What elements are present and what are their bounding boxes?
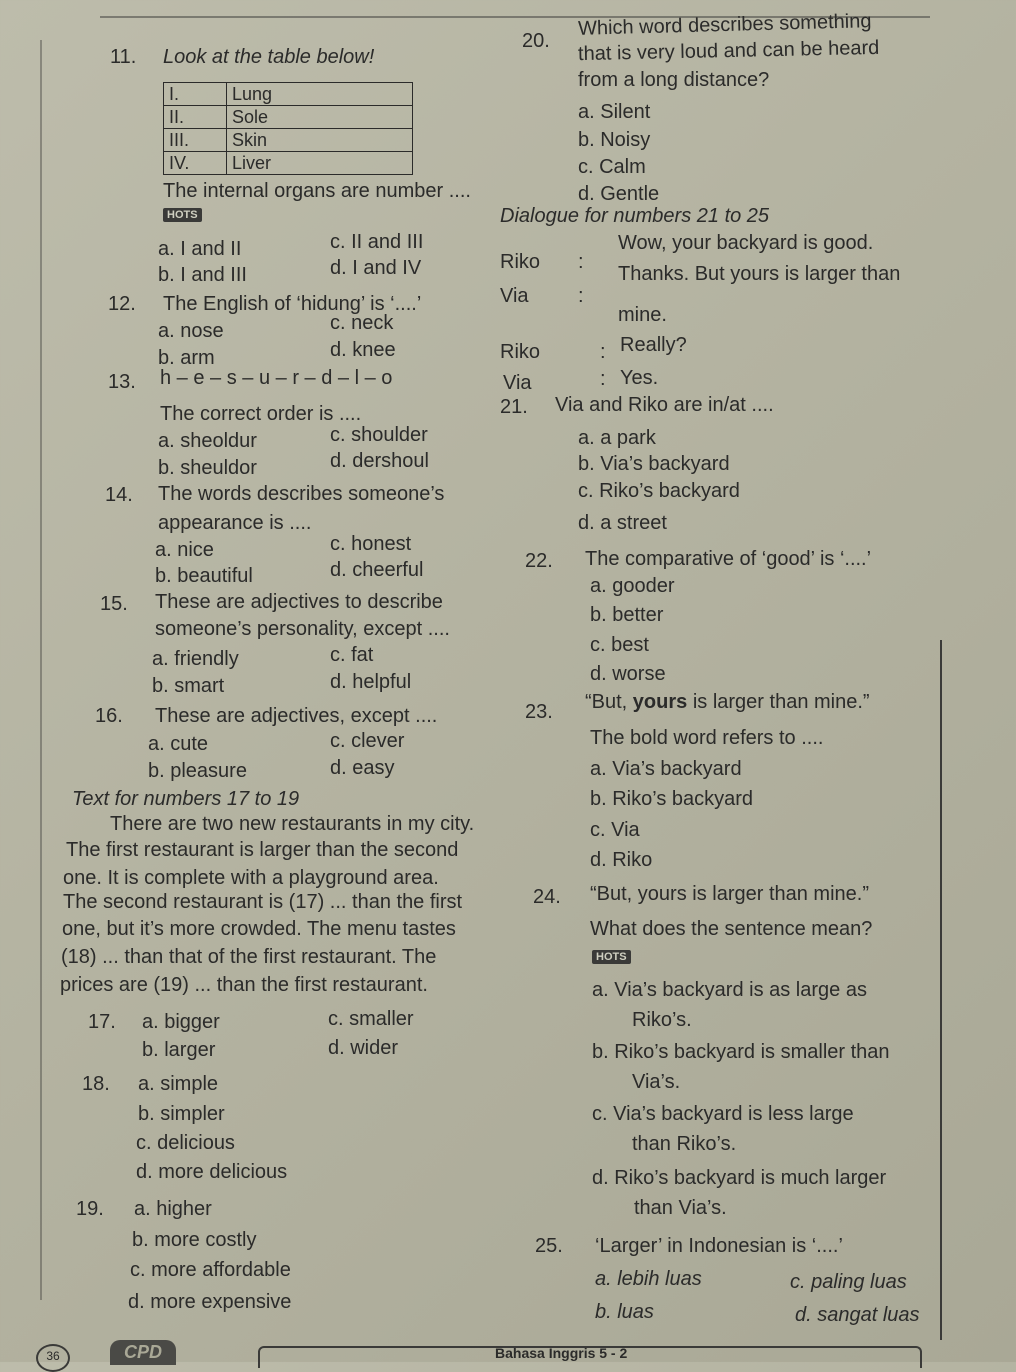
page-frame-left [40,40,42,1300]
quote-bold-word: yours [632,691,688,713]
option: b. I and III [158,264,247,286]
q12-stem: The English of ‘hidung’ is ‘....’ [163,293,422,315]
option: a. gooder [590,575,675,597]
option: c. Riko’s backyard [578,480,740,502]
table-row [164,152,413,175]
option: d. wider [328,1037,399,1059]
page-frame-right [940,640,942,1340]
q11-number: 11. [110,46,137,68]
hots-badge: HOTS [592,950,631,964]
table-cell: IV. [164,152,227,175]
table-cell: Skin [227,129,413,152]
option: b. luas [595,1301,654,1323]
q16-stem: These are adjectives, except .... [155,705,438,727]
text-line: The first restaurant is larger than the second [66,839,459,861]
option: c. Via [590,819,640,841]
option: c. smaller [328,1008,414,1030]
colon: : [600,368,606,390]
option: a. Via’s backyard is as large as [592,979,867,1001]
option: a. bigger [142,1011,220,1033]
option: a. Silent [578,101,651,123]
text-heading: Text for numbers 17 to 19 [72,788,300,810]
table-cell: II. [164,106,227,129]
option: b. Riko’s backyard is smaller than [592,1041,890,1063]
book-title: Bahasa Inggris 5 - 2 [495,1345,628,1361]
option: b. sheuldor [158,457,257,479]
option: b. arm [158,347,215,369]
q15-number: 15. [100,593,128,615]
option: a. lebih luas [595,1268,702,1290]
option: a. I and II [158,238,242,260]
q24-quote: “But, yours is larger than mine.” [590,883,869,905]
table-cell: III. [164,129,227,152]
colon: : [578,251,584,273]
q20-stem: Which word describes something [577,10,872,40]
text-line: (18) ... than that of the first restaurant. The [61,946,437,968]
dialogue-line: Yes. [620,367,659,389]
option: d. I and IV [330,257,422,279]
speaker: Riko [500,341,541,363]
option: d. Riko’s backyard is much larger [592,1167,887,1189]
option: d. easy [330,757,395,779]
q18-number: 18. [82,1073,110,1095]
option: a. higher [134,1198,212,1220]
option: b. simpler [138,1103,225,1125]
option: d. worse [590,663,666,685]
option-cont: than Riko’s. [632,1133,737,1155]
dialogue-line: Wow, your backyard is good. [618,232,874,254]
option: a. sheoldur [158,430,257,452]
q17-number: 17. [88,1011,116,1033]
page-number: 36 [36,1344,70,1372]
text-line: prices are (19) ... than the first restaurant. [60,974,428,996]
q14-stem: appearance is .... [158,512,312,534]
option: d. Riko [590,849,653,871]
option: b. larger [142,1039,216,1061]
option-cont: Riko’s. [632,1009,692,1031]
q24-number: 24. [533,886,561,908]
option: c. shoulder [330,424,428,446]
option: c. Via’s backyard is less large [592,1103,854,1125]
dialogue-line: Really? [620,334,687,356]
option: c. II and III [330,231,424,253]
option-cont: Via’s. [632,1071,681,1093]
q25-stem: ‘Larger’ in Indonesian is ‘....’ [595,1235,843,1257]
dialogue-line: Thanks. But yours is larger than [618,263,901,285]
q15-stem: someone’s personality, except .... [155,618,450,640]
option: a. a park [578,427,656,449]
q13-letters: h – e – s – u – r – d – l – o [160,367,393,389]
q20-number: 20. [522,30,550,52]
q21-stem: Via and Riko are in/at .... [555,394,774,416]
speaker: Via [500,285,529,307]
table-row [164,83,413,106]
option: b. more costly [132,1229,257,1251]
option: b. beautiful [155,565,253,587]
hots-badge: HOTS [163,208,202,222]
q25-number: 25. [535,1235,563,1257]
table-cell: Liver [227,152,413,175]
dialogue-heading: Dialogue for numbers 21 to 25 [500,205,770,227]
option: d. more delicious [136,1161,288,1183]
option: a. Via’s backyard [590,758,742,780]
q14-stem: The words describes someone’s [158,483,445,505]
table-cell: Sole [227,106,413,129]
q19-number: 19. [76,1198,104,1220]
option: c. fat [330,644,374,666]
q11-stem: The internal organs are number .... [163,180,471,202]
dialogue-line: mine. [618,304,667,326]
q22-stem: The comparative of ‘good’ is ‘....’ [585,548,872,570]
quote-text: is larger than mine.” [687,691,870,713]
option-cont: than Via’s. [634,1197,727,1219]
colon: : [578,285,584,307]
option: c. Calm [578,156,646,178]
q23-number: 23. [525,701,553,723]
table-row [164,106,413,129]
option: d. sangat luas [795,1304,920,1326]
speaker: Riko [500,251,541,273]
option: d. a street [578,512,667,534]
q16-number: 16. [95,705,123,727]
q22-number: 22. [525,550,553,572]
option: a. nice [155,539,214,561]
q21-number: 21. [500,396,528,418]
table-row [164,129,413,152]
option: d. knee [330,339,396,361]
speaker: Via [503,372,532,394]
text-line: The second restaurant is (17) ... than the first [63,891,463,913]
option: b. Noisy [578,129,651,151]
q24-stem: What does the sentence mean? [590,918,873,940]
option: b. Via’s backyard [578,453,730,475]
table-cell: I. [164,83,227,106]
option: b. pleasure [148,760,247,782]
option: d. Gentle [578,183,660,205]
option: d. helpful [330,671,412,693]
q20-stem: that is very loud and can be heard [577,36,880,66]
option: c. delicious [136,1132,235,1154]
option: c. best [590,634,649,656]
option: d. cheerful [330,559,424,581]
option: c. honest [330,533,412,555]
quote-text: “But, [585,691,633,713]
option: b. Riko’s backyard [590,788,754,810]
option: d. more expensive [128,1291,292,1313]
option: a. cute [148,733,209,755]
option: c. more affordable [130,1259,291,1281]
q14-number: 14. [105,484,133,506]
option: b. smart [152,675,225,697]
option: b. better [590,604,664,626]
colon: : [600,341,606,363]
organs-table [163,82,413,175]
option: c. neck [330,312,394,334]
table-cell: Lung [227,83,413,106]
option: a. simple [138,1073,219,1095]
q13-number: 13. [108,371,136,393]
q13-stem: The correct order is .... [160,403,362,425]
text-line: one, but it’s more crowded. The menu tastes [62,918,456,940]
q23-stem: The bold word refers to .... [590,727,824,749]
text-line: one. It is complete with a playground area. [63,867,439,889]
option: d. dershoul [330,450,429,472]
text-line: There are two new restaurants in my city. [110,813,475,835]
q20-stem: from a long distance? [578,69,770,91]
q15-stem: These are adjectives to describe [155,591,443,613]
publisher-logo: CPD [110,1340,176,1365]
option: c. clever [330,730,405,752]
q11-prompt: Look at the table below! [163,46,375,68]
option: a. nose [158,320,224,342]
option: a. friendly [152,648,239,670]
q23-quote [585,691,870,713]
option: c. paling luas [790,1271,907,1293]
q12-number: 12. [108,293,136,315]
